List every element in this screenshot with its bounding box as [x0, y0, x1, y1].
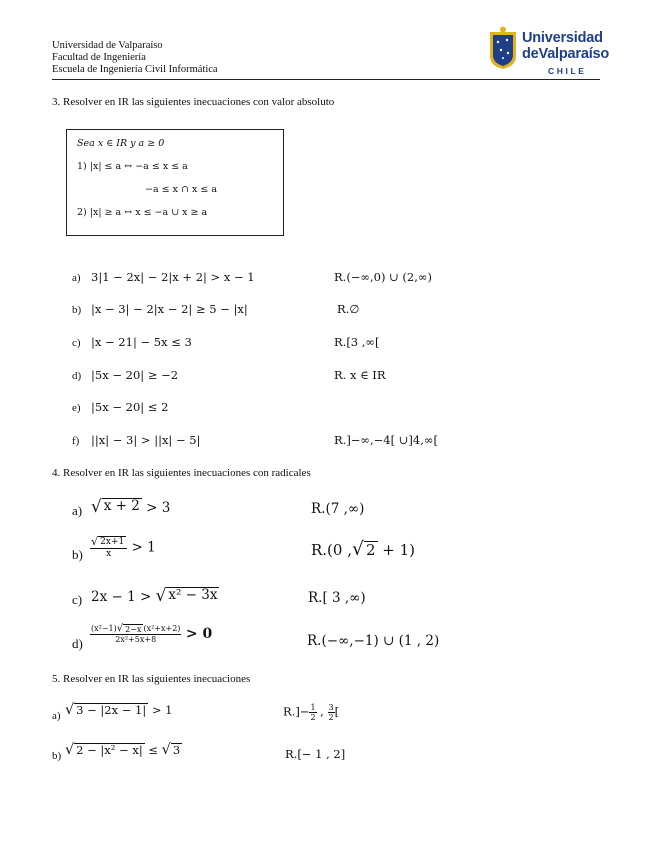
denominator: x [106, 549, 112, 560]
item-3a-answer: R.(−∞,0) ∪ (2,∞) [334, 270, 432, 284]
answer-post: + 1) [382, 541, 416, 559]
item-3c-label: c) [72, 337, 81, 349]
section-5-title: 5. Resolver en IR las siguientes inecuaciones [52, 673, 251, 685]
item-3f-expr: ||x| − 3| > ||x| − 5| [91, 433, 201, 447]
fraction: √ 2x+1 x [90, 536, 127, 560]
radicand: x + 2 [103, 498, 140, 514]
answer-post: [ [334, 704, 340, 719]
item-5a-answer: R.]− $\frac{1}{2}$ , $\frac{3}{2}$ [ [283, 703, 340, 723]
radicand: 2 − |x² − x| [76, 743, 143, 757]
sqrt-sign: √ x + 2 [91, 496, 140, 516]
num-radicand: 2−x [125, 625, 142, 634]
num-radicand: 2x+1 [100, 537, 125, 547]
f2-den: 2 [328, 713, 334, 723]
item-3b-answer: R.∅ [337, 302, 360, 316]
item-3d-answer: R. x ∈ IR [334, 368, 386, 382]
f1-den: 2 [310, 713, 316, 723]
item-4c-expr: 2x − 1 > √ x² − 3x [91, 585, 218, 605]
box-line-2: 1) |x| ≤ a ↔ −a ≤ x ≤ a [77, 161, 188, 172]
item-4a-expr [91, 498, 170, 516]
item-3c-expr: |x − 21| − 5x ≤ 3 [91, 335, 192, 349]
item-4c-label: c) [72, 592, 83, 607]
answer-pre: R.]− [283, 704, 310, 719]
item-4c-pre: 2x − 1 > [91, 589, 152, 605]
box-line-4: 2) |x| ≥ a ↔ x ≤ −a ∪ x ≥ a [77, 207, 208, 218]
faculty-name: Facultad de Ingeniería [52, 52, 146, 63]
item-4d-label: d) [72, 636, 83, 651]
item-4b-answer: R.(0 , √ 2 + 1) [311, 539, 416, 560]
item-3c-answer: R.[3 ,∞[ [334, 335, 380, 349]
item-3a-expr: 3|1 − 2x| − 2|x + 2| > x − 1 [91, 270, 255, 284]
logo-line-1: Universidad [522, 30, 603, 46]
denominator: 2x²+5x+8 [115, 635, 157, 645]
item-4c-answer: R.[ 3 ,∞) [308, 590, 366, 606]
radicand: x² − 3x [168, 587, 218, 603]
logo-line-3: CHILE [548, 66, 587, 76]
f1-num: 1 [310, 703, 316, 712]
num-pre: (x²−1) [91, 624, 117, 633]
section-3-title: 3. Resolver en IR las siguientes inecuaciones con valor absoluto [52, 96, 335, 108]
item-4b-label: b) [72, 547, 83, 562]
item-4b-rest: > 1 [131, 539, 156, 556]
box-line-3: −a ≤ x ∩ x ≤ a [145, 184, 218, 195]
item-5b-expr: √ 2 − |x² − x| ≤ √ 3 [65, 742, 181, 758]
item-5a-label: a) [52, 710, 61, 722]
school-name: Escuela de Ingeniería Civil Informática [52, 64, 218, 75]
item-3d-label: d) [72, 370, 82, 382]
item-3f-label: f) [72, 435, 80, 447]
item-5a-expr: √ 3 − |2x − 1| > 1 [65, 702, 173, 718]
section-4-title: 4. Resolver en IR las siguientes inecuaciones con radicales [52, 467, 311, 479]
item-4d-expr [90, 624, 212, 644]
answer-radicand: 2 [365, 541, 376, 559]
rhs-radicand: 3 [172, 743, 181, 757]
item-5a-rest: > 1 [151, 703, 173, 717]
university-name: Universidad de Valparaíso [52, 40, 163, 51]
item-4d-rest: > 0 [185, 626, 213, 643]
item-3e-expr: |5x − 20| ≤ 2 [91, 400, 169, 414]
item-3b-label: b) [72, 304, 82, 316]
item-4b-expr [90, 536, 156, 560]
item-3d-expr: |5x − 20| ≥ −2 [91, 368, 179, 382]
item-3b-expr: |x − 3| − 2|x − 2| ≥ 5 − |x| [91, 302, 248, 316]
f2-num: 3 [328, 703, 334, 712]
university-logo [488, 26, 610, 80]
item-4a-answer: R.(7 ,∞) [311, 501, 365, 517]
fraction-1 [309, 703, 316, 722]
item-3e-label: e) [72, 402, 81, 414]
radicand: 3 − |2x − 1| [76, 703, 147, 717]
item-4a-label: a) [72, 503, 83, 518]
answer-pre: R.(0 , [311, 541, 352, 559]
item-3f-answer: R.]−∞,−4[ ∪]4,∞[ [334, 433, 438, 447]
item-5b-label: b) [52, 750, 62, 762]
logo-line-2: deValparaíso [522, 46, 610, 62]
fraction: (x²−1) √ 2−x (x²+x+2) 2x²+5x+8 [91, 623, 181, 645]
box-line-1: Sea x ∈ IR y a ≥ 0 [77, 138, 165, 149]
item-4a-rest: > 3 [146, 500, 171, 516]
item-5b-answer: R.[− 1 , 2] [285, 747, 346, 761]
fraction-2 [328, 703, 335, 722]
property-box [66, 129, 284, 236]
item-3a-label: a) [72, 272, 81, 284]
item-4d-answer: R.(−∞,−1) ∪ (1 , 2) [307, 633, 440, 649]
shield-icon [488, 26, 518, 70]
num-post: (x²+x+2) [143, 624, 181, 633]
item-5b-rest: ≤ [148, 743, 158, 757]
